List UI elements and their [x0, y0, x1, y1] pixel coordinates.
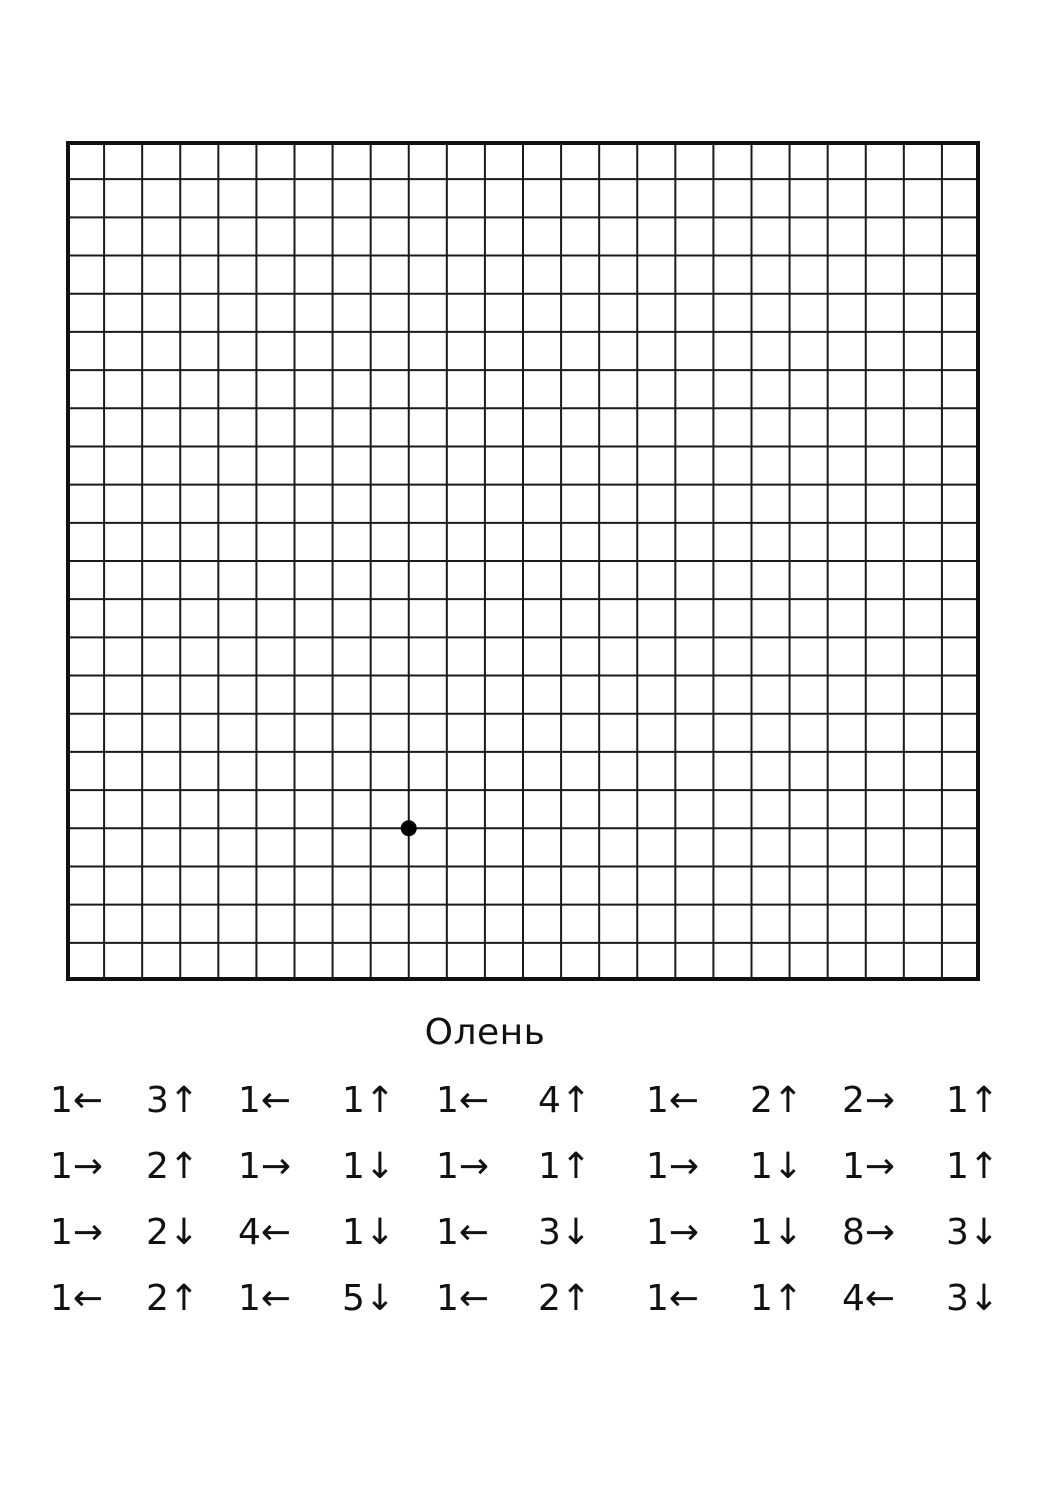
instruction-step: 1↓: [342, 1212, 396, 1253]
instruction-step: 1←: [50, 1278, 104, 1319]
instruction-step: 4←: [238, 1212, 292, 1253]
instruction-step: 1←: [238, 1080, 292, 1121]
instructions-block: [50, 1080, 1010, 1344]
instruction-step: 1→: [50, 1146, 104, 1187]
instruction-row: [50, 1212, 1010, 1278]
drawing-grid: [66, 141, 980, 981]
instruction-step: 1↓: [342, 1146, 396, 1187]
instruction-step: 3↑: [146, 1080, 200, 1121]
instruction-step: 3↓: [538, 1212, 592, 1253]
instruction-step: 1←: [50, 1080, 104, 1121]
instruction-step: 3↓: [946, 1212, 1000, 1253]
instruction-step: 1↑: [946, 1146, 1000, 1187]
instruction-step: 4←: [842, 1278, 896, 1319]
instruction-step: 1←: [436, 1278, 490, 1319]
instruction-step: 1→: [646, 1146, 700, 1187]
instruction-step: 1→: [238, 1146, 292, 1187]
instruction-step: 1→: [50, 1212, 104, 1253]
instruction-row: [50, 1278, 1010, 1344]
instruction-step: 8→: [842, 1212, 896, 1253]
instruction-step: 1←: [238, 1278, 292, 1319]
instruction-step: 1↓: [750, 1212, 804, 1253]
instruction-step: 1→: [842, 1146, 896, 1187]
worksheet-title: Олень: [424, 1012, 546, 1053]
instruction-step: 1↓: [750, 1146, 804, 1187]
instruction-step: 1↑: [538, 1146, 592, 1187]
instruction-step: 1←: [646, 1278, 700, 1319]
instruction-step: 2↓: [146, 1212, 200, 1253]
instruction-step: 1↑: [750, 1278, 804, 1319]
instruction-step: 2→: [842, 1080, 896, 1121]
instruction-row: [50, 1080, 1010, 1146]
instruction-step: 4↑: [538, 1080, 592, 1121]
instruction-step: 2↑: [146, 1146, 200, 1187]
instruction-step: 3↓: [946, 1278, 1000, 1319]
instruction-step: 1←: [436, 1212, 490, 1253]
instruction-step: 5↓: [342, 1278, 396, 1319]
grid-canvas: [66, 141, 980, 981]
instruction-step: 2↑: [750, 1080, 804, 1121]
instruction-step: 1→: [646, 1212, 700, 1253]
instruction-step: 2↑: [538, 1278, 592, 1319]
instruction-step: 1←: [646, 1080, 700, 1121]
instruction-step: 1→: [436, 1146, 490, 1187]
instruction-step: 1↑: [946, 1080, 1000, 1121]
instruction-row: [50, 1146, 1010, 1212]
instruction-step: 2↑: [146, 1278, 200, 1319]
instruction-step: 1↑: [342, 1080, 396, 1121]
start-point-dot: [401, 820, 417, 836]
instruction-step: 1←: [436, 1080, 490, 1121]
